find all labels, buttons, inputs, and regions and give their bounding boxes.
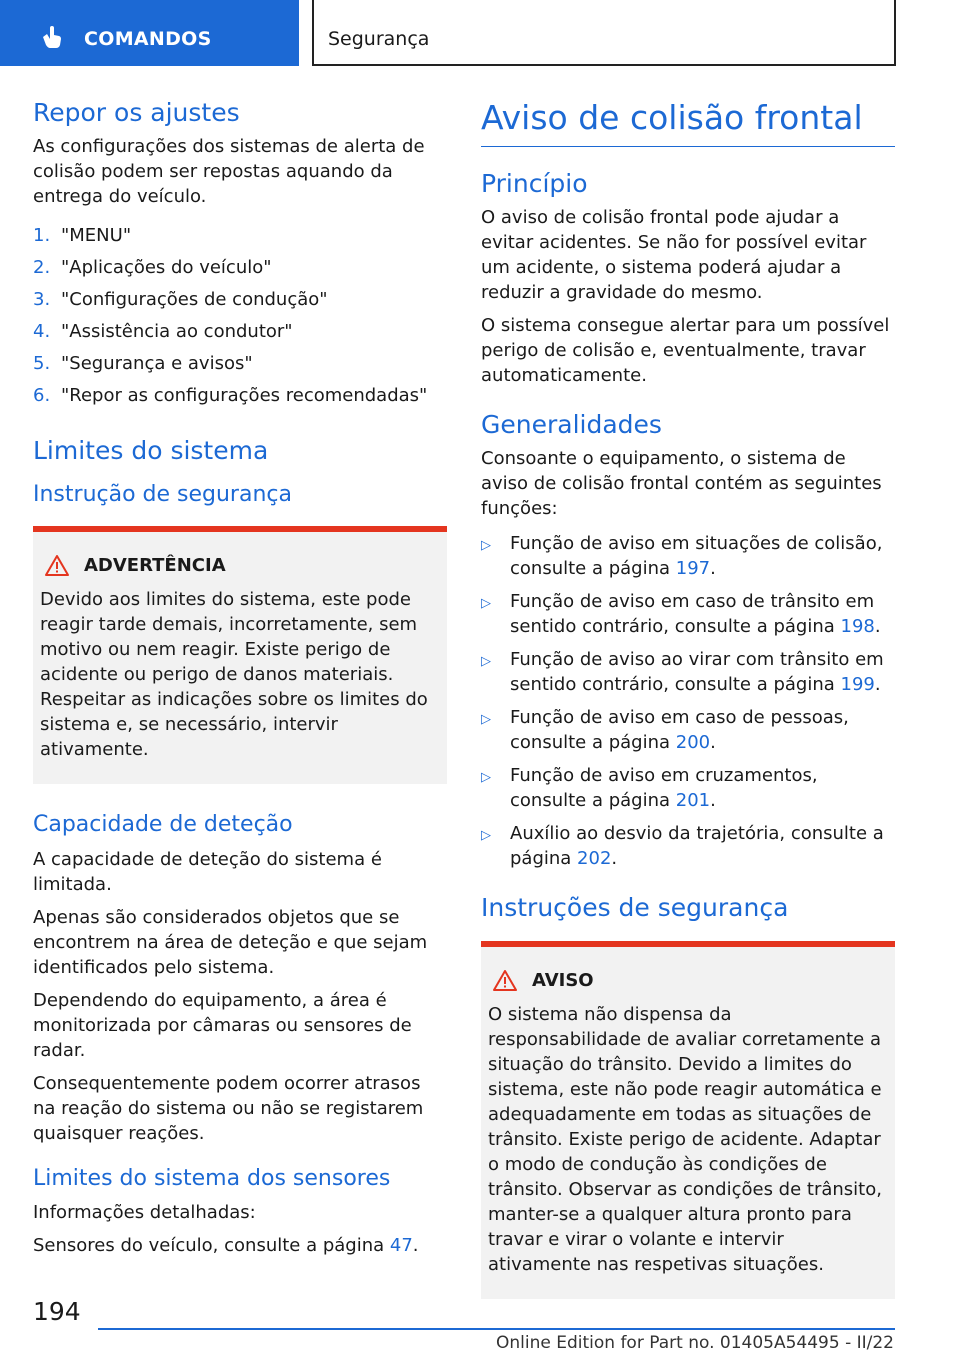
list-item: ▷ Função de aviso em caso de pessoas, consulte a página 200. [481, 706, 849, 753]
general-heading: Generalidades [481, 409, 662, 439]
footer-divider [98, 1328, 895, 1330]
step-item: 3. "Configurações de condução" [33, 289, 328, 310]
safety-heading: Instrução de segurança [33, 482, 292, 507]
function-list [481, 531, 895, 871]
page-link[interactable]: 197 [675, 557, 711, 579]
page-header [0, 0, 960, 66]
warning-title: ADVERTÊNCIA [40, 554, 439, 577]
page-link[interactable]: 200 [675, 731, 711, 753]
right-column [481, 98, 895, 1327]
list-item: ▷ Função de aviso em situações de colisão, consulte a página 197. [481, 532, 883, 579]
detection-text-4: Consequentemente podem ocorrer atrasos na reação do sistema ou não se registarem quaisquer reações. [33, 1072, 424, 1144]
detection-text-1: A capacidade de deteção do sistema é limitada. [33, 848, 382, 895]
hand-pointer-icon [38, 24, 64, 50]
principle-text-1: O aviso de colisão frontal pode ajudar a evitar acidentes. Se não for possível evitar um acidente, o sistema poderá ajudar a reduzir a gravidade do mesmo. [481, 206, 867, 303]
page-link[interactable]: 198 [840, 615, 875, 637]
step-item: 5. "Segurança e avisos" [33, 353, 253, 374]
safety-instructions-heading: Instruções de segurança [481, 892, 789, 922]
list-item: ▷ Auxílio ao desvio da trajetória, consulte a página 202. [481, 822, 884, 869]
principle-heading: Princípio [481, 168, 588, 198]
page-link[interactable]: 199 [840, 673, 875, 695]
warning-triangle-icon [492, 969, 518, 992]
notice-box [481, 941, 895, 1299]
detection-text-3: Dependendo do equipamento, a área é monitorizada por câmaras ou sensores de radar. [33, 989, 412, 1061]
list-item: ▷ Função de aviso em cruzamentos, consulte a página 201. [481, 764, 818, 811]
page-number: 194 [33, 1297, 81, 1326]
page-link[interactable]: 47 [389, 1235, 413, 1257]
step-item: 1. "MENU" [33, 225, 132, 246]
list-item: ▷ Função de aviso ao virar com trânsito em sentido contrário, consulte a página 199. [481, 648, 884, 695]
sensors-text-2: Sensores do veículo, consulte a página 47. [33, 1235, 419, 1257]
page-link[interactable]: 202 [577, 847, 612, 869]
step-item: 6. "Repor as configurações recomendadas" [33, 385, 428, 406]
triangle-bullet-icon: ▷ [481, 827, 491, 843]
triangle-bullet-icon: ▷ [481, 711, 491, 727]
left-column [33, 98, 447, 1266]
section-label: COMANDOS [84, 28, 212, 50]
warning-triangle-icon [44, 554, 70, 577]
sensors-heading: Limites do sistema dos sensores [33, 1165, 391, 1191]
detection-heading: Capacidade de deteção [33, 812, 293, 838]
notice-text: O sistema não dispensa da responsabilidade de avaliar corretamente a situação do trânsito. Devido a limites do sistema, este não pode reagir automática e adequadamente em todas as situações de trânsito. Existe perigo de acidente. Adaptar o modo de condução às condições de trânsito. Observar as condições de trânsito, manter-se a qualquer altura pronto para travar e virar o volante e intervir ativamente nas respetivas situações. [488, 1003, 882, 1275]
triangle-bullet-icon: ▷ [481, 769, 491, 785]
section-tab [0, 0, 299, 66]
list-item: ▷ Função de aviso em caso de trânsito em sentido contrário, consulte a página 198. [481, 590, 881, 637]
sensors-text-1: Informações detalhadas: [33, 1202, 256, 1224]
main-heading: Aviso de colisão frontal [481, 98, 895, 147]
triangle-bullet-icon: ▷ [481, 653, 491, 669]
step-item: 2. "Aplicações do veículo" [33, 257, 272, 278]
triangle-bullet-icon: ▷ [481, 595, 491, 611]
general-text: Consoante o equipamento, o sistema de aviso de colisão frontal contém as seguintes funções: [481, 447, 882, 519]
triangle-bullet-icon: ▷ [481, 537, 491, 553]
notice-title: AVISO [488, 969, 887, 992]
warning-box [33, 526, 447, 784]
reset-steps [33, 223, 447, 408]
principle-text-2: O sistema consegue alertar para um possível perigo de colisão e, eventualmente, travar automaticamente. [481, 314, 890, 386]
limits-heading: Limites do sistema [33, 436, 269, 465]
detection-text-2: Apenas são considerados objetos que se encontrem na área de deteção e que sejam identificados pelo sistema. [33, 906, 428, 978]
edition-text: Online Edition for Part no. 01405A54495 - II/22 [495, 1333, 894, 1353]
reset-text: As configurações dos sistemas de alerta de colisão podem ser repostas aquando da entrega do veículo. [33, 136, 425, 207]
step-item: 4. "Assistência ao condutor" [33, 321, 293, 342]
warning-text: Devido aos limites do sistema, este pode reagir tarde demais, incorretamente, sem motivo ou nem reagir. Existe perigo de acidente ou perigo de danos materiais. Respeitar as indicações sobre os limites do sistema e, se necessário, intervir ativamente. [40, 589, 428, 761]
page-link[interactable]: 201 [675, 789, 711, 811]
chapter-title: Segurança [328, 28, 430, 50]
reset-heading: Repor os ajustes [33, 98, 240, 127]
chapter-box [312, 0, 896, 66]
